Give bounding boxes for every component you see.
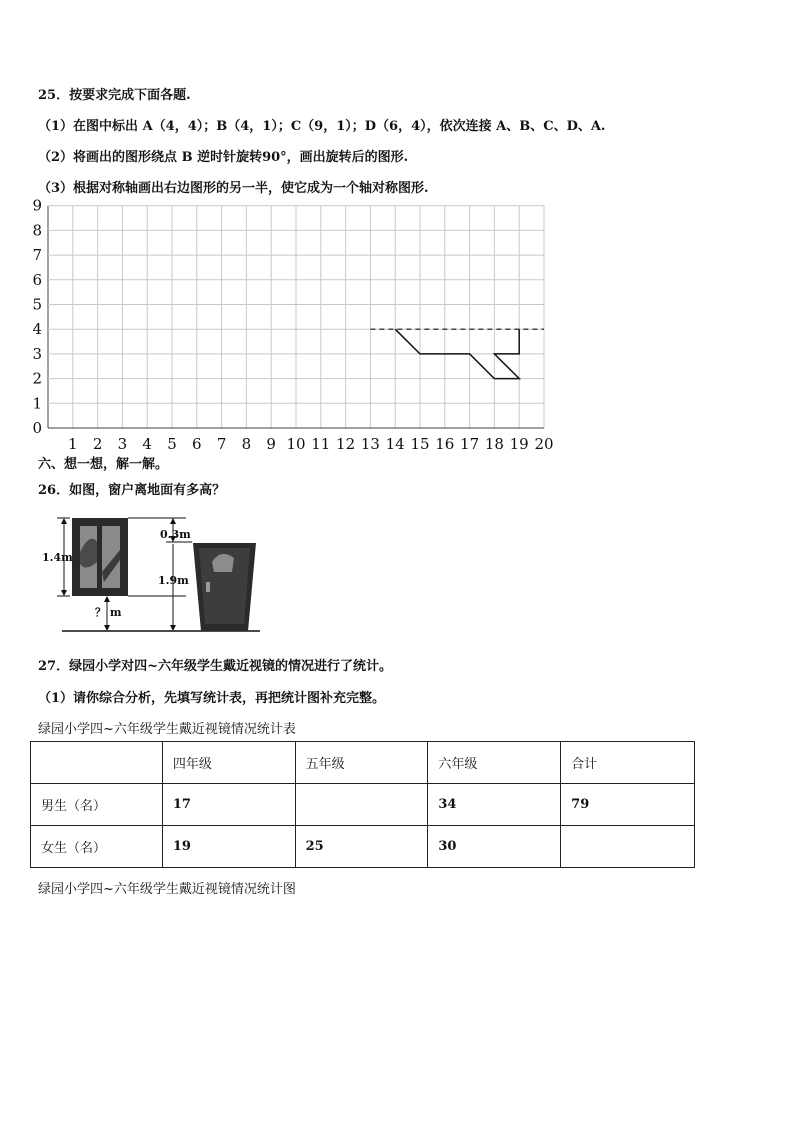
table-cell: 男生（名） bbox=[31, 784, 163, 826]
x-tick-label: 2 bbox=[92, 435, 103, 453]
y-tick-label: 7 bbox=[32, 246, 42, 265]
y-tick-label: 3 bbox=[32, 344, 42, 363]
table-cell[interactable]: 30 bbox=[428, 826, 561, 868]
question-27-text: 27．绿园小学对四~六年级学生戴近视镜的情况进行了统计。 bbox=[38, 659, 392, 674]
label-1-4m: 1.4m bbox=[42, 551, 73, 564]
x-tick-label: 9 bbox=[266, 435, 276, 453]
table-header-cell bbox=[31, 742, 163, 784]
table-row bbox=[31, 784, 695, 826]
axis-labels bbox=[32, 197, 553, 453]
x-tick-label: 13 bbox=[360, 435, 380, 453]
table-header-row bbox=[31, 742, 695, 784]
table-header-cell: 四年级 bbox=[162, 742, 295, 784]
table-cell-blank[interactable] bbox=[561, 826, 695, 868]
y-tick-label: 2 bbox=[32, 369, 42, 388]
table-cell[interactable]: 79 bbox=[561, 784, 695, 826]
label-question-m: ？ m bbox=[95, 606, 122, 619]
table-row bbox=[31, 826, 695, 868]
question-25-part-2: （2）将画出的图形绕点 B 逆时针旋转90°，画出旋转后的图形. bbox=[38, 150, 409, 165]
x-tick-label: 10 bbox=[286, 435, 306, 453]
x-tick-label: 12 bbox=[336, 435, 356, 453]
label-1-9m: 1.9m bbox=[158, 574, 189, 587]
table-cell[interactable]: 17 bbox=[162, 784, 295, 826]
table-cell[interactable]: 19 bbox=[162, 826, 295, 868]
stats-table-title: 绿园小学四~六年级学生戴近视镜情况统计表 bbox=[38, 722, 296, 737]
x-tick-label: 14 bbox=[385, 435, 405, 453]
x-tick-label: 6 bbox=[192, 435, 202, 453]
question-25-part-1: （1）在图中标出 A（4，4）；B（4，1）；C（9，1）；D（6，4），依次连接 A、B、C、D、A. bbox=[38, 119, 606, 134]
x-tick-label: 15 bbox=[410, 435, 430, 453]
x-tick-label: 11 bbox=[311, 435, 331, 453]
x-tick-label: 20 bbox=[534, 435, 554, 453]
question-26-text: 26．如图，窗户离地面有多高？ bbox=[38, 483, 226, 498]
stats-chart-title: 绿园小学四~六年级学生戴近视镜情况统计图 bbox=[38, 882, 296, 897]
y-tick-label: 0 bbox=[32, 419, 42, 437]
table-header-cell: 六年级 bbox=[428, 742, 561, 784]
x-tick-label: 19 bbox=[509, 435, 529, 453]
table-cell[interactable]: 25 bbox=[295, 826, 428, 868]
x-tick-label: 8 bbox=[241, 435, 252, 453]
y-tick-label: 4 bbox=[32, 320, 42, 339]
y-tick-label: 8 bbox=[32, 221, 42, 240]
y-tick-label: 9 bbox=[32, 196, 42, 215]
coordinate-grid bbox=[30, 196, 560, 454]
section-6-heading: 六、想一想，解一解。 bbox=[38, 457, 169, 472]
question-25-part-3: （3）根据对称轴画出右边图形的另一半，使它成为一个轴对称图形. bbox=[38, 181, 429, 196]
x-tick-label: 16 bbox=[435, 435, 455, 453]
x-tick-label: 3 bbox=[117, 435, 128, 453]
x-tick-label: 17 bbox=[460, 435, 480, 453]
x-tick-label: 4 bbox=[142, 435, 152, 453]
table-cell[interactable]: 34 bbox=[428, 784, 561, 826]
table-header-cell: 合计 bbox=[561, 742, 695, 784]
y-tick-label: 5 bbox=[32, 295, 42, 314]
question-27-part-1: （1）请你综合分析，先填写统计表，再把统计图补充完整。 bbox=[38, 691, 386, 706]
grid-lines bbox=[48, 206, 544, 428]
label-0-3m: 0.3m bbox=[160, 528, 191, 541]
y-tick-label: 6 bbox=[32, 270, 42, 289]
x-tick-label: 18 bbox=[484, 435, 504, 453]
question-25-title: 25．按要求完成下面各题. bbox=[38, 88, 191, 103]
table-cell-blank[interactable] bbox=[295, 784, 428, 826]
y-tick-label: 1 bbox=[32, 394, 42, 413]
x-tick-label: 5 bbox=[167, 435, 177, 453]
table-cell: 女生（名） bbox=[31, 826, 163, 868]
x-tick-label: 7 bbox=[216, 435, 227, 453]
x-tick-label: 1 bbox=[68, 435, 78, 453]
stats-table bbox=[30, 741, 695, 868]
table-header-cell: 五年级 bbox=[295, 742, 428, 784]
window-height-figure bbox=[36, 512, 266, 636]
